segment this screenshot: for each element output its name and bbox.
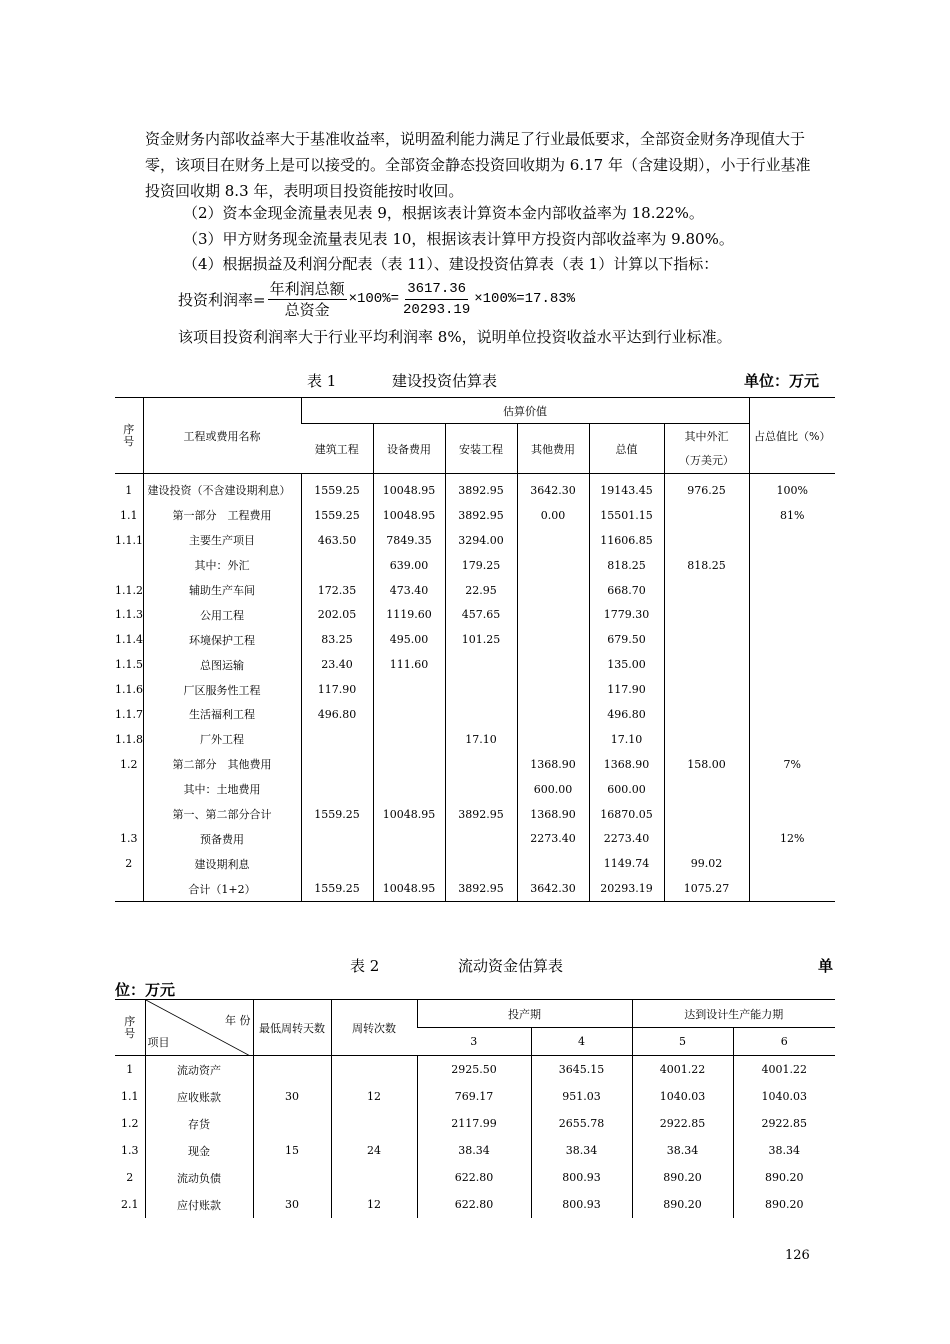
table2-unit-a: 单 xyxy=(818,957,834,975)
table1-header-col: 其他费用 xyxy=(517,424,589,474)
table-row xyxy=(115,752,835,777)
table2-working-capital xyxy=(115,999,835,1218)
formula-rhs: ×100%=17.83% xyxy=(474,291,576,307)
table-cell: 4001.22 xyxy=(733,1056,835,1084)
table-cell: 172.35 xyxy=(301,578,373,603)
table-cell: 1368.90 xyxy=(517,752,589,777)
table-cell: 38.34 xyxy=(417,1137,531,1164)
table-cell: 800.93 xyxy=(531,1191,632,1218)
table2-caption-title: 流动资金估算表 xyxy=(458,957,564,975)
table-cell xyxy=(664,802,749,827)
table-cell: 1.1 xyxy=(120,508,138,522)
table-row xyxy=(115,474,835,503)
table-cell: 1149.74 xyxy=(589,851,664,876)
table1-caption-title: 建设投资估算表 xyxy=(392,372,498,390)
table-row xyxy=(115,727,835,752)
table-cell: 10048.95 xyxy=(373,474,445,503)
table-row xyxy=(115,1191,835,1218)
table-cell: 30 xyxy=(253,1083,331,1110)
table-row xyxy=(115,553,835,578)
table-cell: 10048.95 xyxy=(373,802,445,827)
table-cell xyxy=(115,802,143,827)
table-cell: 12% xyxy=(749,826,835,851)
table-cell xyxy=(115,553,143,578)
table-row xyxy=(115,851,835,876)
table-cell: 23.40 xyxy=(301,652,373,677)
table-cell: 0.00 xyxy=(517,503,589,528)
table-cell: 3892.95 xyxy=(445,876,517,901)
table-cell: 2 xyxy=(125,857,133,871)
table-cell xyxy=(517,528,589,553)
table1-header-foreign xyxy=(664,424,749,474)
table-cell xyxy=(253,1056,331,1084)
table-cell: 1368.90 xyxy=(517,802,589,827)
table-cell xyxy=(749,777,835,802)
table-cell xyxy=(331,1056,417,1084)
table-cell: 建设投资（不含建设期利息） xyxy=(143,474,301,503)
table-cell: 20293.19 xyxy=(589,876,664,901)
table-cell xyxy=(749,627,835,652)
table-cell xyxy=(331,1164,417,1191)
table-cell: 30 xyxy=(253,1191,331,1218)
table-cell: 10048.95 xyxy=(373,876,445,901)
table-cell: 1.1.6 xyxy=(115,683,143,697)
table-row xyxy=(115,1056,835,1084)
table-cell: 890.20 xyxy=(733,1191,835,1218)
table-cell xyxy=(749,553,835,578)
page-number: 126 xyxy=(785,1248,810,1263)
table2-caption-no: 表 2 xyxy=(350,957,380,975)
table-cell: 第一部分 工程费用 xyxy=(143,503,301,528)
table-cell xyxy=(445,777,517,802)
table-cell: 22.95 xyxy=(445,578,517,603)
table-cell: 668.70 xyxy=(589,578,664,603)
table-cell: 890.20 xyxy=(733,1164,835,1191)
table1-header-col: 设备费用 xyxy=(373,424,445,474)
table-cell xyxy=(664,627,749,652)
table2-header-year-col: 3 xyxy=(417,1028,531,1056)
table-row xyxy=(115,1164,835,1191)
table-row xyxy=(115,503,835,528)
table-row xyxy=(115,1083,835,1110)
table-row xyxy=(115,602,835,627)
table-cell: 496.80 xyxy=(589,702,664,727)
table-cell: 818.25 xyxy=(589,553,664,578)
table-row xyxy=(115,677,835,702)
table-cell: 1.1.4 xyxy=(115,633,143,647)
table-cell xyxy=(115,876,143,901)
table-cell: 179.25 xyxy=(445,553,517,578)
table-cell: 生活福利工程 xyxy=(143,702,301,727)
table-cell: 1 xyxy=(126,1063,134,1076)
formula-num-2: 3617.36 xyxy=(405,279,468,300)
table-cell: 厂区服务性工程 xyxy=(143,677,301,702)
table-cell xyxy=(115,777,143,802)
table-cell xyxy=(517,578,589,603)
paragraph-capital-irr: （2）资本金现金流量表见表 9，根据该表计算资本金内部收益率为 18.22%。 xyxy=(183,204,704,222)
table-cell: 24 xyxy=(331,1137,417,1164)
table-row xyxy=(115,777,835,802)
table-cell xyxy=(749,876,835,901)
table-row xyxy=(115,1110,835,1137)
table-cell: 38.34 xyxy=(733,1137,835,1164)
table-row xyxy=(115,528,835,553)
table-cell: 81% xyxy=(749,503,835,528)
table-cell xyxy=(517,851,589,876)
table-cell xyxy=(749,528,835,553)
table-cell: 2922.85 xyxy=(733,1110,835,1137)
table-cell: 12 xyxy=(331,1083,417,1110)
table-cell: 15501.15 xyxy=(589,503,664,528)
table-cell: 流动资产 xyxy=(145,1056,253,1084)
formula-fraction-1 xyxy=(268,279,347,320)
table-cell: 建设期利息 xyxy=(143,851,301,876)
table-cell: 100% xyxy=(749,474,835,503)
table-cell: 2273.40 xyxy=(517,826,589,851)
table-cell xyxy=(373,752,445,777)
table-cell: 457.65 xyxy=(445,602,517,627)
table-cell: 第二部分 其他费用 xyxy=(143,752,301,777)
table-cell: 158.00 xyxy=(664,752,749,777)
table-cell xyxy=(664,727,749,752)
paragraph-conclusion: 资金财务内部收益率大于基准收益率，说明盈利能力满足了行业最低要求，全部资金财务净现值大于零，该项目在财务上是可以接受的。全部资金静态投资回收期为 6.17 年（含建设期），小于行业基准投资回收期 8.3 年，表明项目投资能按时收回。 xyxy=(145,130,811,200)
table-row xyxy=(115,826,835,851)
table1-investment-estimate xyxy=(115,397,835,902)
table-cell xyxy=(664,528,749,553)
table-cell xyxy=(301,826,373,851)
table-cell xyxy=(373,727,445,752)
table-cell xyxy=(373,702,445,727)
table-cell: 3645.15 xyxy=(531,1056,632,1084)
table2-header-item: 项目 xyxy=(147,1036,170,1049)
table-cell: 495.00 xyxy=(373,627,445,652)
table-cell: 951.03 xyxy=(531,1083,632,1110)
table2-header-turns: 周转次数 xyxy=(331,1000,417,1056)
table-cell xyxy=(373,826,445,851)
table-cell xyxy=(517,652,589,677)
table-cell: 16870.05 xyxy=(589,802,664,827)
table-cell: 890.20 xyxy=(632,1164,733,1191)
table-cell xyxy=(749,652,835,677)
table-cell: 1.3 xyxy=(120,832,138,846)
table-cell: 环境保护工程 xyxy=(143,627,301,652)
table-cell: 存货 xyxy=(145,1110,253,1137)
table-cell xyxy=(664,578,749,603)
formula-mid: ×100%= xyxy=(348,291,400,307)
table-cell: 2273.40 xyxy=(589,826,664,851)
table2-header-diagonal xyxy=(145,1000,253,1056)
table-row xyxy=(115,1137,835,1164)
table2-header-seq: 序号 xyxy=(115,1000,145,1056)
table-cell xyxy=(373,777,445,802)
table2-header-min-days: 最低周转天数 xyxy=(253,1000,331,1056)
table1-header-col: 安装工程 xyxy=(445,424,517,474)
table-cell: 1559.25 xyxy=(301,503,373,528)
table-row xyxy=(115,578,835,603)
table-cell: 99.02 xyxy=(664,851,749,876)
table-cell: 622.80 xyxy=(417,1191,531,1218)
table-cell: 2925.50 xyxy=(417,1056,531,1084)
table-cell xyxy=(749,677,835,702)
table-cell xyxy=(749,851,835,876)
table-cell: 1119.60 xyxy=(373,602,445,627)
table-cell xyxy=(331,1110,417,1137)
table-cell xyxy=(664,652,749,677)
table-cell xyxy=(253,1110,331,1137)
table-cell: 1.3 xyxy=(121,1144,139,1157)
table-cell: 1.1.7 xyxy=(115,707,143,721)
table2-unit-b: 位：万元 xyxy=(115,981,176,999)
table-cell: 2655.78 xyxy=(531,1110,632,1137)
roi-formula xyxy=(178,276,575,322)
table-cell: 合计（1+2） xyxy=(143,876,301,901)
formula-fraction-2 xyxy=(401,279,472,320)
table-cell: 976.25 xyxy=(664,474,749,503)
table-cell: 600.00 xyxy=(589,777,664,802)
table-cell: 496.80 xyxy=(301,702,373,727)
table-cell xyxy=(749,578,835,603)
table-cell: 3294.00 xyxy=(445,528,517,553)
table-cell xyxy=(301,851,373,876)
formula-num-1: 年利润总额 xyxy=(269,279,345,298)
table-cell xyxy=(445,752,517,777)
table-cell xyxy=(664,826,749,851)
table-cell xyxy=(664,677,749,702)
table-cell: 117.90 xyxy=(589,677,664,702)
table-cell: 38.34 xyxy=(632,1137,733,1164)
table-row xyxy=(115,652,835,677)
table-cell: 主要生产项目 xyxy=(143,528,301,553)
table-cell: 1040.03 xyxy=(632,1083,733,1110)
table-cell xyxy=(445,851,517,876)
table-cell: 流动负债 xyxy=(145,1164,253,1191)
table-cell xyxy=(445,652,517,677)
table-cell: 1.1.5 xyxy=(115,658,143,672)
table-cell: 12 xyxy=(331,1191,417,1218)
table-cell: 83.25 xyxy=(301,627,373,652)
table-cell: 473.40 xyxy=(373,578,445,603)
table-cell: 1.1.3 xyxy=(115,608,143,622)
table-cell: 公用工程 xyxy=(143,602,301,627)
table-cell xyxy=(517,602,589,627)
table-cell xyxy=(445,826,517,851)
table-cell: 600.00 xyxy=(517,777,589,802)
table1-header-seq: 序号 xyxy=(115,398,143,474)
table-cell: 11606.85 xyxy=(589,528,664,553)
table-cell xyxy=(517,677,589,702)
table-cell xyxy=(373,851,445,876)
table-cell: 111.60 xyxy=(373,652,445,677)
table-cell xyxy=(445,677,517,702)
table-cell xyxy=(445,702,517,727)
table-cell: 3642.30 xyxy=(517,876,589,901)
table-cell xyxy=(517,553,589,578)
table-cell xyxy=(664,602,749,627)
table-cell: 1779.30 xyxy=(589,602,664,627)
table1-header-name: 工程或费用名称 xyxy=(143,398,301,474)
table-cell xyxy=(517,727,589,752)
table-cell: 639.00 xyxy=(373,553,445,578)
table-cell: 38.34 xyxy=(531,1137,632,1164)
table-cell xyxy=(253,1164,331,1191)
table-cell xyxy=(749,602,835,627)
table-cell: 19143.45 xyxy=(589,474,664,503)
table-cell xyxy=(664,702,749,727)
table-row xyxy=(115,802,835,827)
table-cell: 辅助生产车间 xyxy=(143,578,301,603)
formula-lhs: 投资利润率= xyxy=(178,290,266,309)
table-cell: 1.2 xyxy=(120,757,138,771)
table-cell: 101.25 xyxy=(445,627,517,652)
table-cell: 总图运输 xyxy=(143,652,301,677)
table-cell: 679.50 xyxy=(589,627,664,652)
table1-header-col: 建筑工程 xyxy=(301,424,373,474)
table1-unit: 单位：万元 xyxy=(744,372,820,390)
table-row xyxy=(115,627,835,652)
table-cell: 1040.03 xyxy=(733,1083,835,1110)
table-cell: 818.25 xyxy=(664,553,749,578)
table-cell xyxy=(664,503,749,528)
table-cell xyxy=(749,802,835,827)
table-cell xyxy=(749,727,835,752)
table1-header-foreign-unit: （万美元） xyxy=(679,453,734,467)
table-cell: 1075.27 xyxy=(664,876,749,901)
table-cell: 1.1.8 xyxy=(115,732,143,746)
table1-header-group: 估算价值 xyxy=(301,398,749,424)
table-cell: 第一、第二部分合计 xyxy=(143,802,301,827)
table-cell: 10048.95 xyxy=(373,503,445,528)
table-cell xyxy=(517,627,589,652)
table2-header-year: 年 份 xyxy=(225,1014,251,1027)
table-cell xyxy=(373,677,445,702)
paragraph-indicators: （4）根据损益及利润分配表（表 11）、建设投资估算表（表 1）计算以下指标： xyxy=(183,255,719,273)
table2-header-year-col: 4 xyxy=(531,1028,632,1056)
table-cell xyxy=(301,777,373,802)
table-cell: 3892.95 xyxy=(445,503,517,528)
paragraph-roi-conclusion: 该项目投资利润率大于行业平均利润率 8%，说明单位投资收益水平达到行业标准。 xyxy=(178,328,732,346)
table-cell: 2117.99 xyxy=(417,1110,531,1137)
table-cell: 17.10 xyxy=(445,727,517,752)
formula-den-1: 总资金 xyxy=(284,300,330,319)
table-cell: 2.1 xyxy=(121,1198,139,1211)
table-cell: 135.00 xyxy=(589,652,664,677)
table-cell: 应付账款 xyxy=(145,1191,253,1218)
table-cell xyxy=(301,553,373,578)
table-cell: 890.20 xyxy=(632,1191,733,1218)
table-cell: 1559.25 xyxy=(301,876,373,901)
table1-header-foreign-label: 其中外汇 xyxy=(684,429,729,443)
table2-header-design: 达到设计生产能力期 xyxy=(632,1000,835,1028)
table-cell xyxy=(749,702,835,727)
table-cell: 1 xyxy=(125,483,133,497)
table1-caption-no: 表 1 xyxy=(307,372,337,390)
formula-den-2: 20293.19 xyxy=(403,301,471,318)
table-cell: 117.90 xyxy=(301,677,373,702)
table-cell: 17.10 xyxy=(589,727,664,752)
table-cell: 1.2 xyxy=(121,1117,139,1130)
table-cell xyxy=(664,777,749,802)
table-cell: 1559.25 xyxy=(301,474,373,503)
paragraph-party-a-irr: （3）甲方财务现金流量表见表 10，根据该表计算甲方投资内部收益率为 9.80%。 xyxy=(183,230,734,248)
table-cell: 2922.85 xyxy=(632,1110,733,1137)
table2-header-year-col: 6 xyxy=(733,1028,835,1056)
table-cell xyxy=(301,727,373,752)
table-cell: 3892.95 xyxy=(445,474,517,503)
table-row xyxy=(115,702,835,727)
table-cell: 463.50 xyxy=(301,528,373,553)
table2-header-production: 投产期 xyxy=(417,1000,632,1028)
table-cell: 3892.95 xyxy=(445,802,517,827)
table-cell: 7% xyxy=(749,752,835,777)
table-cell: 其中：外汇 xyxy=(143,553,301,578)
table-cell: 厂外工程 xyxy=(143,727,301,752)
table-cell: 应收账款 xyxy=(145,1083,253,1110)
table1-header-col: 总值 xyxy=(589,424,664,474)
table-cell xyxy=(517,702,589,727)
table-cell xyxy=(301,752,373,777)
table-cell: 2 xyxy=(126,1171,134,1184)
table-cell: 800.93 xyxy=(531,1164,632,1191)
table2-header-year-col: 5 xyxy=(632,1028,733,1056)
table-cell: 7849.35 xyxy=(373,528,445,553)
table-cell: 1368.90 xyxy=(589,752,664,777)
table-cell: 1559.25 xyxy=(301,802,373,827)
table-cell: 1.1.2 xyxy=(115,583,143,597)
table-cell: 622.80 xyxy=(417,1164,531,1191)
table1-header-ratio: 占总值比（%） xyxy=(749,398,835,474)
table-cell: 1.1.1 xyxy=(115,533,143,547)
table-cell: 15 xyxy=(253,1137,331,1164)
table-cell: 769.17 xyxy=(417,1083,531,1110)
table-cell: 预备费用 xyxy=(143,826,301,851)
table-cell: 现金 xyxy=(145,1137,253,1164)
table-cell: 1.1 xyxy=(121,1090,139,1103)
table-cell: 4001.22 xyxy=(632,1056,733,1084)
table-cell: 其中：土地费用 xyxy=(143,777,301,802)
table-cell: 3642.30 xyxy=(517,474,589,503)
table-cell: 202.05 xyxy=(301,602,373,627)
table-row xyxy=(115,876,835,901)
